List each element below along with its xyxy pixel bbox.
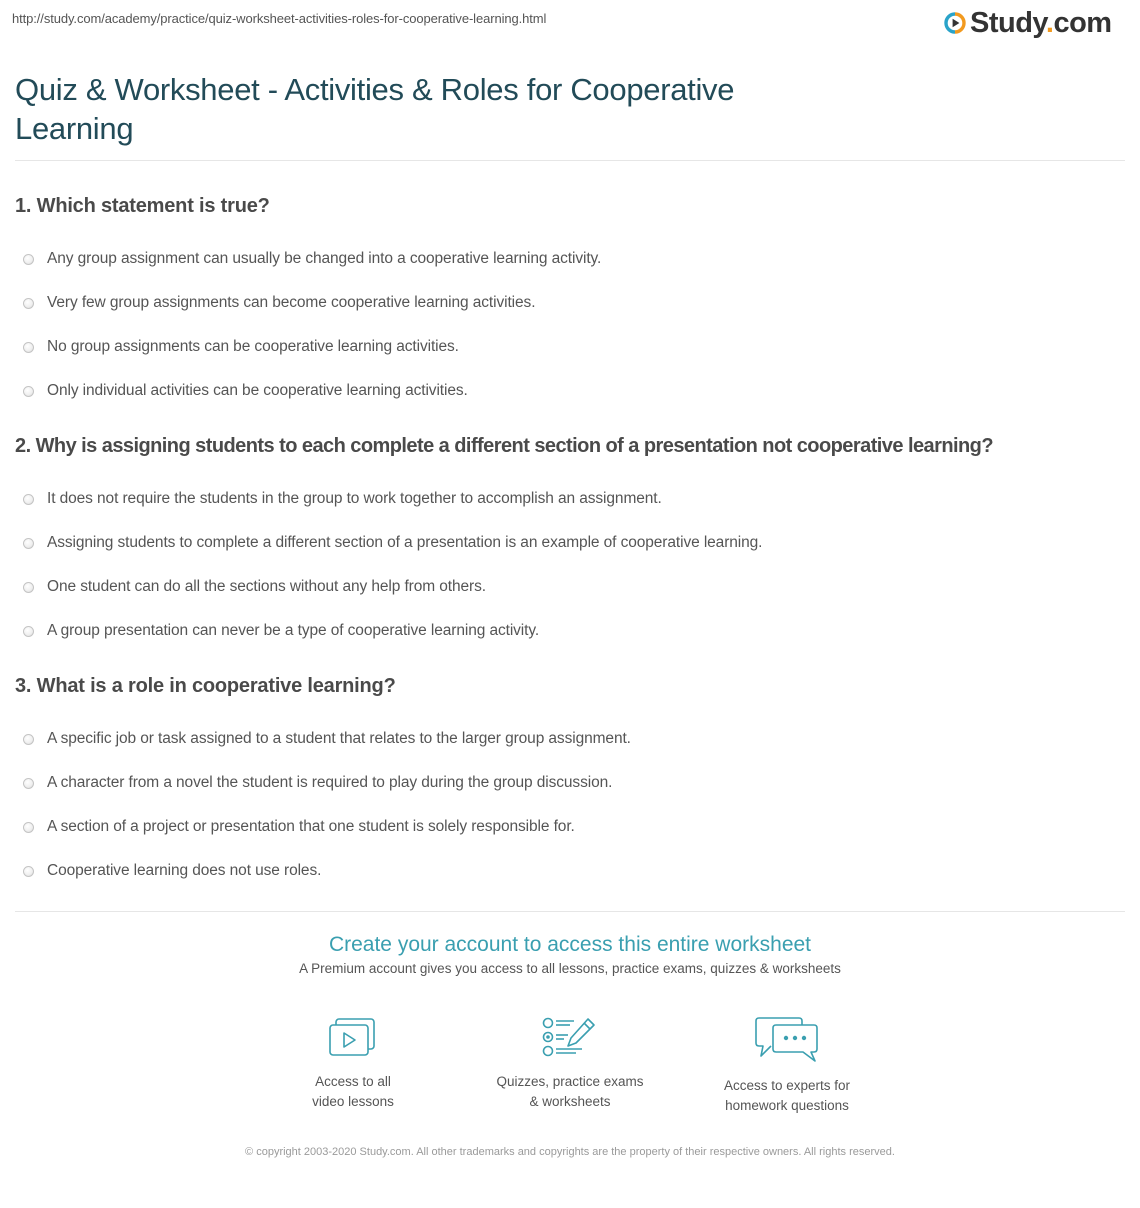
radio-button-icon[interactable] bbox=[23, 734, 34, 745]
answer-option[interactable] bbox=[15, 805, 1125, 849]
section-divider bbox=[15, 911, 1125, 912]
answer-text: It does not require the students in the group to work together to accomplish an assignment. bbox=[47, 490, 662, 507]
logo-name: Study bbox=[970, 7, 1046, 39]
feature-label-line1: Quizzes, practice exams bbox=[496, 1074, 644, 1089]
feature-label bbox=[245, 1072, 462, 1112]
radio-button-icon[interactable] bbox=[23, 582, 34, 593]
feature-label-line1: Access to experts for bbox=[723, 1078, 851, 1093]
answer-option[interactable] bbox=[15, 849, 1125, 893]
play-circle-logo-icon bbox=[944, 12, 966, 34]
feature-experts bbox=[679, 1016, 896, 1116]
answer-option[interactable] bbox=[15, 717, 1125, 761]
radio-button-icon[interactable] bbox=[23, 626, 34, 637]
signup-cta bbox=[0, 933, 1140, 976]
page-url: http://study.com/academy/practice/quiz-worksheet-activities-roles-for-cooperative-learning.html bbox=[12, 11, 547, 26]
question-title: 3. What is a role in cooperative learning? bbox=[15, 675, 396, 697]
answer-text: A section of a project or presentation that one student is solely responsible for. bbox=[47, 818, 575, 835]
radio-button-icon[interactable] bbox=[23, 342, 34, 353]
radio-button-icon[interactable] bbox=[23, 254, 34, 265]
cta-title-link[interactable]: Create your account to access this entire worksheet bbox=[328, 933, 812, 956]
quiz-checklist-icon bbox=[542, 1016, 598, 1058]
feature-label bbox=[462, 1072, 679, 1112]
radio-button-icon[interactable] bbox=[23, 386, 34, 397]
answer-text: Only individual activities can be cooperative learning activities. bbox=[47, 382, 468, 399]
answer-text: Cooperative learning does not use roles. bbox=[47, 862, 322, 879]
page-title: Quiz & Worksheet - Activities & Roles for Cooperative Learning bbox=[15, 72, 735, 146]
chat-bubbles-icon bbox=[755, 1016, 819, 1062]
answer-option[interactable] bbox=[15, 477, 1125, 521]
answer-list bbox=[15, 717, 1125, 893]
top-bar bbox=[0, 0, 1140, 50]
answer-text: A group presentation can never be a type of cooperative learning activity. bbox=[47, 622, 540, 639]
answer-text: No group assignments can be cooperative learning activities. bbox=[47, 338, 459, 355]
answer-text: A character from a novel the student is required to play during the group discussion. bbox=[47, 774, 613, 791]
question-title: 1. Which statement is true? bbox=[15, 195, 270, 217]
title-divider bbox=[15, 160, 1125, 161]
logo-tld: com bbox=[1053, 7, 1112, 39]
logo-dot: . bbox=[1045, 7, 1054, 39]
radio-button-icon[interactable] bbox=[23, 538, 34, 549]
feature-label-line1: Access to all bbox=[315, 1074, 391, 1089]
cta-subtitle: A Premium account gives you access to all lessons, practice exams, quizzes & worksheets bbox=[299, 961, 841, 976]
feature-label-line2: homework questions bbox=[725, 1098, 849, 1113]
question-title: 2. Why is assigning students to each complete a different section of a presentation not cooperative learning? bbox=[15, 435, 994, 457]
logo-text bbox=[970, 8, 1112, 38]
answer-list bbox=[15, 237, 1125, 413]
feature-quizzes bbox=[462, 1016, 679, 1116]
study-logo[interactable] bbox=[944, 8, 1112, 38]
premium-features bbox=[0, 1016, 1140, 1116]
answer-text: One student can do all the sections without any help from others. bbox=[47, 578, 486, 595]
answer-text: A specific job or task assigned to a student that relates to the larger group assignment. bbox=[47, 730, 631, 747]
answer-option[interactable] bbox=[15, 761, 1125, 805]
answer-text: Very few group assignments can become cooperative learning activities. bbox=[47, 294, 536, 311]
radio-button-icon[interactable] bbox=[23, 298, 34, 309]
copyright-footer: © copyright 2003-2020 Study.com. All other trademarks and copyrights are the property of their respective owners. All rights reserved. bbox=[245, 1146, 895, 1158]
answer-list bbox=[15, 477, 1125, 653]
question-3 bbox=[15, 674, 1125, 893]
feature-label-line2: video lessons bbox=[312, 1094, 394, 1109]
answer-option[interactable] bbox=[15, 237, 1125, 281]
question-1 bbox=[15, 194, 1125, 413]
answer-option[interactable] bbox=[15, 325, 1125, 369]
feature-label-line2: & worksheets bbox=[529, 1094, 611, 1109]
answer-option[interactable] bbox=[15, 609, 1125, 653]
video-lessons-icon bbox=[327, 1016, 379, 1058]
feature-label bbox=[679, 1076, 896, 1116]
feature-video-lessons bbox=[245, 1016, 462, 1116]
answer-option[interactable] bbox=[15, 565, 1125, 609]
radio-button-icon[interactable] bbox=[23, 866, 34, 877]
question-2 bbox=[15, 434, 1125, 653]
radio-button-icon[interactable] bbox=[23, 822, 34, 833]
answer-text: Any group assignment can usually be changed into a cooperative learning activity. bbox=[47, 250, 602, 267]
answer-text: Assigning students to complete a different section of a presentation is an example of cooperative learning. bbox=[47, 534, 763, 551]
answer-option[interactable] bbox=[15, 369, 1125, 413]
answer-option[interactable] bbox=[15, 281, 1125, 325]
radio-button-icon[interactable] bbox=[23, 494, 34, 505]
radio-button-icon[interactable] bbox=[23, 778, 34, 789]
answer-option[interactable] bbox=[15, 521, 1125, 565]
